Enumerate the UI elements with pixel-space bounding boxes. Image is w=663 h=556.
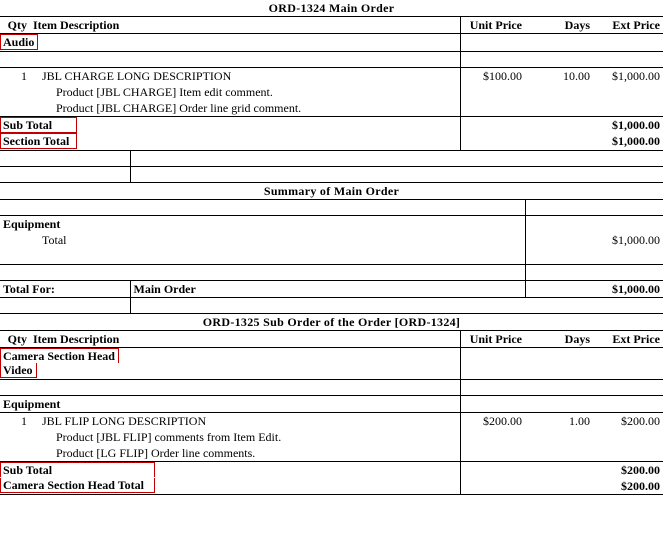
blank-desc-cell (0, 52, 460, 68)
sub-line-description: JBL FLIP LONG DESCRIPTION (42, 414, 207, 428)
section-head-ext-price-cell (593, 347, 663, 363)
sub-blank-days-cell (525, 380, 593, 396)
sub-comment-ext-price-1 (593, 429, 663, 445)
sub-order-header-row (0, 330, 663, 347)
summary-group-header: Equipment (0, 216, 525, 233)
sub-order-line-row (0, 413, 663, 430)
summary-blank-right (525, 200, 663, 216)
subtotal-value: $1,000.00 (612, 118, 661, 132)
summary-underline-row (0, 248, 663, 264)
col-ext-price: Ext Price (593, 17, 663, 34)
sub-comment-unit-price-2 (460, 445, 525, 462)
blank-ext-price-cell (593, 52, 663, 68)
line-comment-1: Product [JBL CHARGE] Item edit comment. (56, 85, 273, 99)
grand-total-pad-right (130, 297, 663, 313)
sub-comment-days-1 (525, 429, 593, 445)
sub-blank-unit-price-cell (460, 380, 525, 396)
main-order-label: Main Order (329, 1, 395, 15)
main-order-sectiontotal-row (0, 133, 663, 151)
sub-order-group-video-row (0, 363, 663, 380)
pad-cell-a1 (0, 151, 130, 167)
sub-subtotal-label-cell (0, 462, 460, 479)
summary-title-row (0, 183, 663, 200)
sub-subtotal-label: Sub Total (0, 462, 155, 477)
sub-line-comment-2: Product [LG FLIP] Order line comments. (30, 445, 460, 462)
sub-order-comment-row-2 (0, 445, 663, 462)
sectiontotal-unit-price-cell (460, 133, 525, 151)
group-header-video: Video (0, 363, 37, 378)
group-video-cell (0, 363, 460, 380)
comment-days-2 (525, 100, 593, 117)
main-order-comment-row-2 (0, 100, 663, 117)
comment-qty-blank-2 (0, 100, 30, 117)
sub-order-comment-row-1 (0, 429, 663, 445)
main-order-comment-row-1 (0, 84, 663, 100)
sub-subtotal-value: $200.00 (621, 463, 660, 477)
sub-line-qty: 1 (21, 414, 27, 428)
sub-order-sectiontotal-row (0, 478, 663, 495)
sub-line-unit-price: $200.00 (460, 413, 525, 430)
blank-days-cell (525, 52, 593, 68)
comment-unit-price-1 (460, 84, 525, 100)
col-days: Days (525, 17, 593, 34)
sub-blank-desc-cell (0, 380, 460, 396)
sub-blank-ext-price-cell (593, 380, 663, 396)
sub-col-unit-price: Unit Price (460, 330, 525, 347)
sub-order-blank-row (0, 380, 663, 396)
sectiontotal-days-cell (525, 133, 593, 151)
line-days: 10.00 (563, 69, 590, 83)
subtotal-label: Sub Total (0, 117, 77, 133)
pad-cell-a2 (130, 151, 663, 167)
main-order-title-row (0, 0, 663, 17)
summary-underline-right (525, 248, 663, 264)
sub-order-title (0, 314, 663, 331)
comment-days-1 (525, 84, 593, 100)
section-head-cell (0, 347, 460, 363)
blank-unit-price-cell (460, 52, 525, 68)
section-total-label: Section Total (0, 133, 77, 149)
group-header-ext-price-cell (593, 34, 663, 52)
comment-qty-blank-1 (0, 84, 30, 100)
line-unit-price: $100.00 (460, 68, 525, 85)
sub-sectiontotal-days-cell (525, 478, 593, 495)
comment-ext-price-2 (593, 100, 663, 117)
main-order-line-row (0, 68, 663, 85)
summary-underline-left (0, 248, 525, 264)
summary-pad-right (525, 264, 663, 280)
group-header-audio: Audio (0, 34, 38, 50)
sub-comment-qty-blank-2 (0, 445, 30, 462)
sub-col-qty: Qty (0, 330, 30, 347)
sub-comment-ext-price-2 (593, 445, 663, 462)
grand-total-row (0, 280, 663, 297)
pad-cell-b1 (0, 167, 130, 183)
summary-blank-left (0, 200, 525, 216)
group-video-unit-price-cell (460, 363, 525, 380)
camera-section-total-value: $200.00 (593, 478, 663, 495)
summary-pad-left (0, 264, 525, 280)
grand-total-pad-row (0, 297, 663, 313)
summary-blank-row (0, 200, 663, 216)
sub-order-section (0, 314, 663, 496)
line-description: JBL CHARGE LONG DESCRIPTION (42, 69, 232, 83)
line-comment-2: Product [JBL CHARGE] Order line grid comment. (30, 100, 460, 117)
sub-subtotal-unit-price-cell (460, 462, 525, 479)
grand-total-subject: Main Order (130, 280, 525, 297)
sub-order-section-head-row (0, 347, 663, 363)
section-head-unit-price-cell (460, 347, 525, 363)
sub-line-comment-1: Product [JBL FLIP] comments from Item Edit. (56, 430, 282, 444)
summary-total-row (0, 232, 663, 248)
main-order-group-header-cell (0, 34, 460, 52)
subtotal-label-cell (0, 117, 460, 134)
section-head-camera: Camera Section Head (0, 348, 119, 363)
section-head-days-cell (525, 347, 593, 363)
line-qty: 1 (21, 69, 27, 83)
sub-col-desc: Item Description (30, 330, 460, 347)
group-header-unit-price-cell (460, 34, 525, 52)
comment-ext-price-1 (593, 84, 663, 100)
sub-line-days: 1.00 (569, 414, 590, 428)
subtotal-days-cell (525, 117, 593, 134)
group-equipment-unit-price-cell (460, 396, 525, 413)
sub-comment-unit-price-1 (460, 429, 525, 445)
sub-col-days: Days (525, 330, 593, 347)
group-equipment-ext-price-cell (593, 396, 663, 413)
col-desc: Item Description (30, 17, 460, 34)
grand-total-pad-left (0, 297, 130, 313)
sub-order-subtotal-row (0, 462, 663, 479)
sectiontotal-label-cell (0, 133, 460, 151)
sub-col-ext-price: Ext Price (593, 330, 663, 347)
group-video-ext-price-cell (593, 363, 663, 380)
section-total-value: $1,000.00 (593, 133, 663, 151)
summary-group-header-row (0, 216, 663, 233)
pad-cell-b2 (130, 167, 663, 183)
group-header-days-cell (525, 34, 593, 52)
main-order-title (0, 0, 663, 17)
col-unit-price: Unit Price (460, 17, 525, 34)
group-equipment-days-cell (525, 396, 593, 413)
grand-total-label: Total For: (0, 280, 130, 297)
summary-total-qty (0, 232, 30, 248)
main-order-section (0, 0, 663, 183)
grand-total-value: $1,000.00 (525, 280, 663, 297)
main-order-group-header-row (0, 34, 663, 52)
sub-comment-days-2 (525, 445, 593, 462)
main-order-header-row (0, 17, 663, 34)
main-order-pad-row-1 (0, 151, 663, 167)
subtotal-unit-price-cell (460, 117, 525, 134)
main-order-number: ORD-1324 (268, 1, 326, 15)
sub-order-title-row (0, 314, 663, 331)
summary-group-header-value (525, 216, 663, 233)
group-header-equipment: Equipment (0, 396, 460, 413)
sub-order-group-equipment-row (0, 396, 663, 413)
sub-comment-qty-blank-1 (0, 429, 30, 445)
sub-sectiontotal-label-cell (0, 478, 460, 495)
summary-section (0, 183, 663, 314)
main-order-pad-row-2 (0, 167, 663, 183)
col-qty: Qty (0, 17, 30, 34)
camera-section-total-label: Camera Section Head Total (0, 478, 155, 493)
sub-subtotal-days-cell (525, 462, 593, 479)
group-video-days-cell (525, 363, 593, 380)
sub-line-ext-price: $200.00 (621, 414, 660, 428)
sub-order-label: Sub Order of the Order [ORD-1324] (263, 314, 461, 329)
summary-pad-row (0, 264, 663, 280)
summary-title: Summary of Main Order (0, 183, 663, 200)
line-ext-price: $1,000.00 (612, 69, 661, 83)
summary-total-label: Total (30, 232, 525, 248)
comment-unit-price-2 (460, 100, 525, 117)
sub-sectiontotal-unit-price-cell (460, 478, 525, 495)
sub-order-number: ORD-1325 (202, 314, 260, 329)
main-order-blank-row (0, 52, 663, 68)
main-order-subtotal-row (0, 117, 663, 134)
summary-total-value: $1,000.00 (612, 233, 661, 247)
